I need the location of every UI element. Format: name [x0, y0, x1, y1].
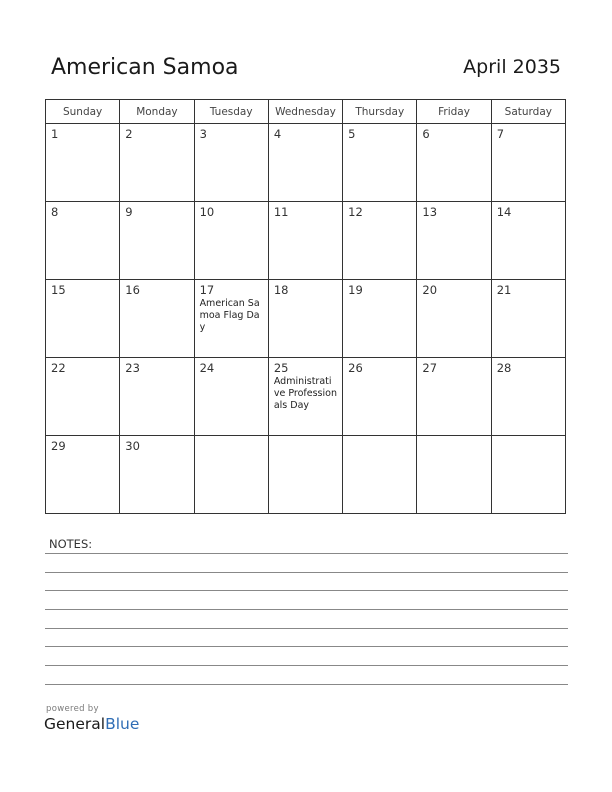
day-number: 26: [348, 361, 363, 375]
week-row: [46, 436, 566, 514]
brand-logo: [44, 704, 139, 733]
day-number: 29: [51, 439, 66, 453]
day-cell: [343, 124, 417, 202]
notes-label: NOTES:: [49, 537, 93, 551]
week-row: [46, 280, 566, 358]
day-cell: [120, 436, 194, 514]
calendar-body: [46, 124, 566, 514]
day-cell: [417, 280, 491, 358]
day-number: 7: [496, 127, 505, 141]
day-number: 30: [125, 439, 140, 453]
day-cell: [268, 280, 342, 358]
day-number: 13: [422, 205, 438, 219]
day-number: 12: [348, 205, 363, 219]
day-cell: [491, 436, 565, 514]
weekday-header-row: [46, 100, 566, 124]
day-cell: [46, 358, 120, 436]
week-row: [46, 202, 566, 280]
day-number: 6: [422, 127, 430, 141]
note-line: [45, 572, 568, 573]
day-cell: [491, 202, 565, 280]
day-number: 22: [51, 361, 66, 375]
day-number: 20: [422, 283, 438, 297]
weekday-header: Thursday: [343, 100, 417, 124]
holiday-label: Administrative Professionals Day: [273, 376, 337, 411]
day-number: 19: [348, 283, 363, 297]
day-number: 1: [51, 127, 59, 141]
day-cell: [491, 358, 565, 436]
day-cell: [268, 202, 342, 280]
day-number: 27: [422, 361, 438, 375]
day-number: 18: [273, 283, 289, 297]
week-row: [46, 358, 566, 436]
brand-general-text: General: [44, 715, 106, 733]
note-line: [45, 646, 568, 647]
note-line: [45, 684, 568, 685]
day-number: 8: [51, 205, 59, 219]
day-number: 2: [125, 127, 133, 141]
weekday-header: Saturday: [491, 100, 565, 124]
weekday-header: Friday: [417, 100, 491, 124]
day-number: 17: [199, 283, 215, 297]
note-line: [45, 628, 568, 629]
day-number: 28: [496, 361, 512, 375]
day-cell: [194, 358, 268, 436]
month-label: April 2035: [463, 56, 561, 78]
day-number: 9: [125, 205, 133, 219]
day-number: 21: [496, 283, 512, 297]
powered-by-text: powered by: [46, 704, 99, 714]
day-cell: [343, 358, 417, 436]
day-number: 14: [496, 205, 512, 219]
day-cell: [491, 124, 565, 202]
day-cell: [343, 436, 417, 514]
day-cell: [46, 124, 120, 202]
day-cell: [417, 202, 491, 280]
holiday-label: American Samoa Flag Day: [199, 298, 260, 333]
brand-blue-text: Blue: [105, 715, 140, 733]
calendar-grid: [45, 99, 566, 514]
day-cell: [343, 280, 417, 358]
day-cell: [194, 202, 268, 280]
note-line: [45, 553, 568, 554]
day-cell: [120, 358, 194, 436]
weekday-header: Tuesday: [194, 100, 268, 124]
day-cell: [194, 124, 268, 202]
brand-name: [44, 715, 139, 733]
day-number: 10: [199, 205, 215, 219]
day-number: 11: [273, 205, 289, 219]
weekday-header: Monday: [120, 100, 194, 124]
day-cell: [46, 202, 120, 280]
day-number: 25: [273, 361, 289, 375]
note-line: [45, 590, 568, 591]
day-cell: [268, 436, 342, 514]
day-cell: [46, 436, 120, 514]
day-number: 5: [348, 127, 356, 141]
day-number: 4: [273, 127, 282, 141]
day-number: 16: [125, 283, 140, 297]
day-cell: [194, 280, 268, 358]
day-cell: [268, 358, 342, 436]
day-cell: [120, 202, 194, 280]
day-cell: [417, 124, 491, 202]
day-cell: [120, 124, 194, 202]
day-number: 3: [199, 127, 207, 141]
note-line: [45, 665, 568, 666]
weekday-header: Sunday: [46, 100, 120, 124]
day-cell: [417, 436, 491, 514]
day-number: 15: [51, 283, 66, 297]
day-number: 24: [199, 361, 215, 375]
day-cell: [491, 280, 565, 358]
day-cell: [268, 124, 342, 202]
day-cell: [194, 436, 268, 514]
week-row: [46, 124, 566, 202]
day-cell: [417, 358, 491, 436]
weekday-header: Wednesday: [268, 100, 342, 124]
note-line: [45, 609, 568, 610]
day-number: 23: [125, 361, 140, 375]
page-title: American Samoa: [51, 55, 239, 80]
day-cell: [120, 280, 194, 358]
day-cell: [343, 202, 417, 280]
day-cell: [46, 280, 120, 358]
